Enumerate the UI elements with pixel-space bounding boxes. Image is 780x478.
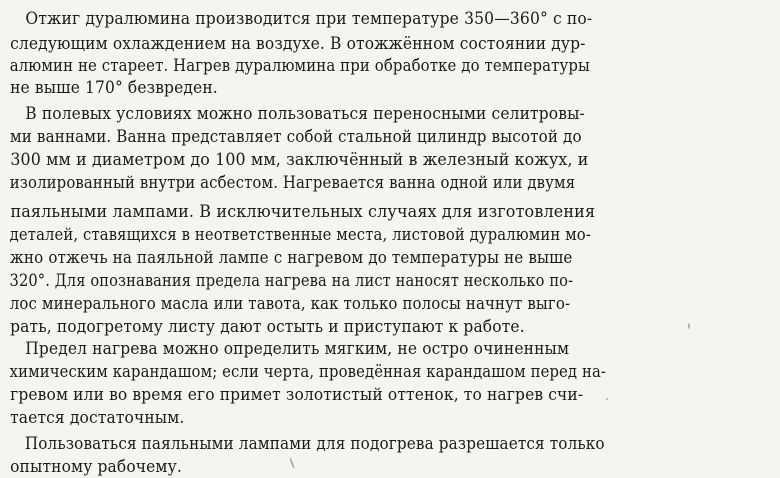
text-line: опытному рабочему.: [0, 457, 182, 477]
text-line: Отжиг дуралюмина производится при температуре 350—360° с по-: [0, 9, 593, 29]
text-line: следующим охлаждением на воздухе. В отожжённом состоянии дур-: [0, 34, 586, 54]
ink-speck: [688, 323, 690, 329]
text-line: тается достаточным.: [0, 408, 185, 428]
text-line: Пользоваться паяльными лампами для подогрева разрешается только: [0, 434, 605, 454]
text-line: лос минерального масла или тавота, как только полосы начнут выго-: [0, 294, 571, 314]
text-line: ми ваннами. Ванна представляет собой стальной цилиндр высотой до: [0, 127, 582, 147]
text-line: не выше 170° безвреден.: [0, 78, 218, 98]
ink-speck: [606, 398, 608, 400]
text-line: 300 мм и диаметром до 100 мм, заключённый в железный кожух, и: [0, 150, 589, 170]
text-line: Предел нагрева можно определить мягким, не остро очиненным: [0, 339, 570, 359]
text-line: изолированный внутри асбестом. Нагревается ванна одной или двумя: [0, 173, 576, 193]
text-line: химическим карандашом; если черта, проведённая карандашом перед на-: [0, 362, 607, 382]
text-line: алюмин не стареет. Нагрев дуралюмина при обработке до температуры: [0, 56, 590, 76]
text-line: рать, подогретому листу дают остыть и приступают к работе.: [0, 317, 525, 337]
text-line: жно отжечь на паяльной лампе с нагревом до температуры не выше: [0, 248, 573, 268]
text-line: В полевых условиях можно пользоваться переносными селитровы-: [0, 104, 585, 124]
text-line: деталей, ставящихся в неответственные места, листовой дуралюмин мо-: [0, 225, 591, 245]
text-line: 320°. Для опознавания предела нагрева на лист наносят несколько по-: [0, 271, 574, 291]
text-line: гревом или во время его примет золотистый оттенок, то нагрев счи-: [0, 385, 584, 405]
text-line: паяльными лампами. В исключительных случаях для изготовления: [0, 202, 596, 222]
